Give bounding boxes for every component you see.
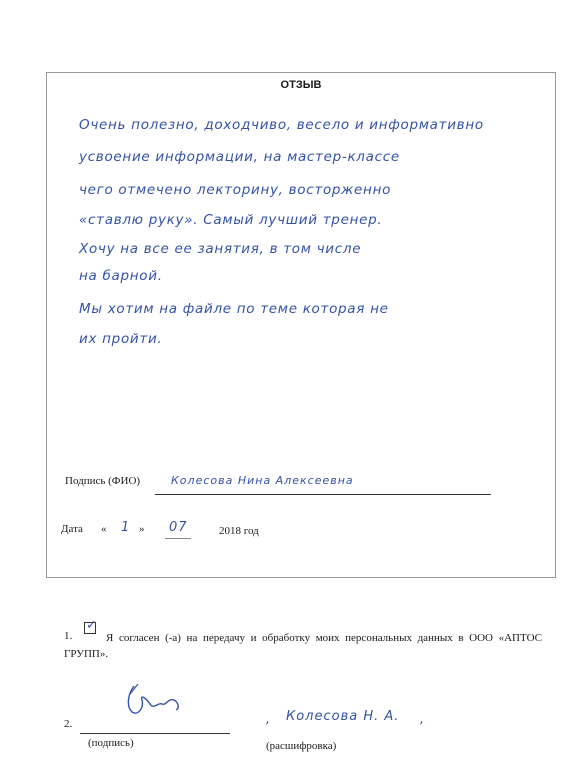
review-line: на барной. [79,268,163,284]
review-line: чего отмечено лекторину, восторженно [79,182,392,198]
consent-text: Я согласен (-а) на передачу и обработку моих персональных данных в ООО «АПТОС ГРУПП». [64,632,542,660]
review-line: «ставлю руку». Самый лучший тренер. [79,212,383,228]
date-month: 07 [169,520,188,535]
signature-block-number: 2. [64,718,73,730]
date-open-quote: « [101,523,107,535]
decoding-open-comma: , [266,712,272,727]
review-line: Мы хотим на файле по теме которая не [79,301,389,317]
date-day: 1 [121,520,131,535]
handwritten-signature [120,680,190,720]
check-icon: ✓ [86,618,97,633]
review-line: Очень полезно, доходчиво, весело и информативно [79,117,484,133]
consent-number: 1. [64,630,73,642]
date-month-line [165,538,191,539]
decoding-value: Колесова Н. А. [286,709,400,724]
decoding-caption: (расшифровка) [266,740,337,752]
date-close-quote: » [139,523,145,535]
consent-text-block [64,630,542,662]
review-line: их пройти. [79,331,163,347]
date-year: 2018 год [219,525,259,537]
signature-value: Колесова Нина Алексеевна [171,474,354,487]
review-form-box [46,72,556,578]
signature-block-line [80,733,230,734]
signature-line [155,494,491,495]
decoding-close-comma: , [420,712,426,727]
signature-caption: (подпись) [88,737,134,749]
date-label: Дата [61,523,83,535]
form-title: ОТЗЫВ [280,79,322,91]
signature-label: Подпись (ФИО) [65,475,141,487]
review-line: Хочу на все ее занятия, в том числе [79,241,362,257]
review-line: усвоение информации, на мастер-классе [79,149,400,165]
